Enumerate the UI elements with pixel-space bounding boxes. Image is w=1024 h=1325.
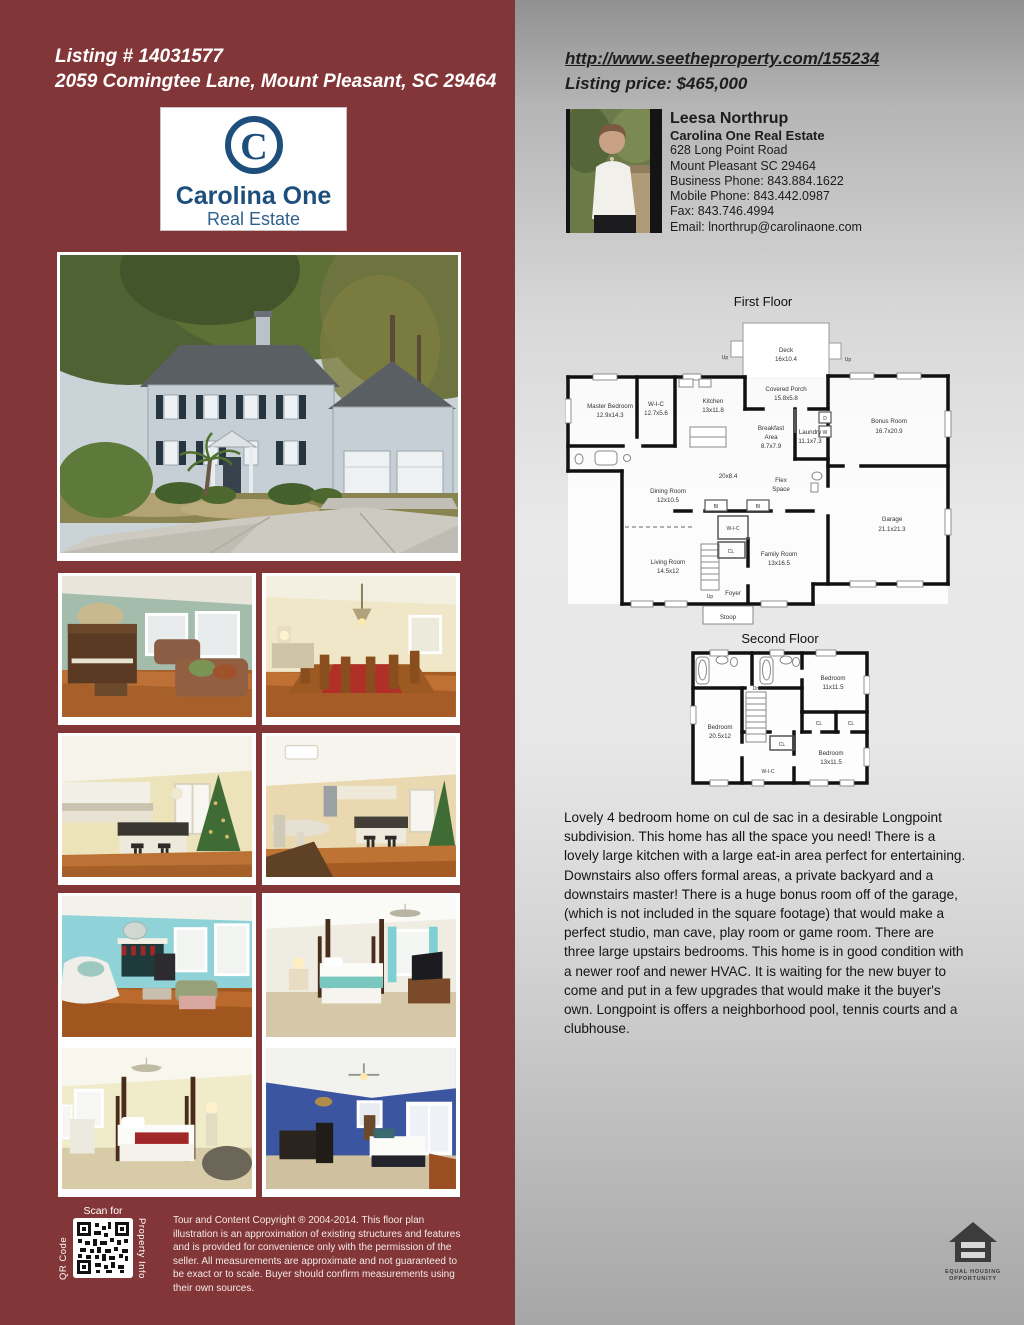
- copyright-text: Tour and Content Copyright ® 2004-2014. This floor plan illustration is an approximation of existing structures and features and is provided for convenience only with the permission of the seller. All measurements are approximate and not guaranteed to be exact or to scale. Buyer should confirm measurements using their own sources.: [173, 1215, 461, 1294]
- agent-email[interactable]: Email: lnorthrup@carolinaone.com: [670, 219, 862, 234]
- photo-frame-family-kitchen: [262, 733, 460, 885]
- blue-bedroom-photo: [265, 1048, 457, 1189]
- master-bedroom-photo: [265, 896, 457, 1037]
- svg-text:Kitchen: Kitchen: [702, 398, 724, 405]
- svg-text:12.7x5.6: 12.7x5.6: [644, 410, 668, 417]
- qr-code-side-label: QR Code: [58, 1236, 69, 1280]
- first-floor-plan: [565, 311, 961, 634]
- photo-frame-living-room: [58, 573, 256, 725]
- aqua-living-room-photo: [61, 896, 253, 1037]
- brand-logo: [160, 107, 347, 231]
- svg-text:11x11.5: 11x11.5: [822, 684, 844, 691]
- svg-text:W-I-C: W-I-C: [761, 769, 775, 775]
- svg-text:Garage: Garage: [881, 516, 903, 523]
- photo-frame-aqua-living: [58, 893, 256, 1045]
- svg-text:BI: BI: [713, 504, 719, 510]
- svg-text:Dn: Dn: [752, 686, 760, 692]
- svg-text:Area: Area: [764, 434, 778, 441]
- svg-text:Breakfast: Breakfast: [757, 425, 785, 432]
- property-url-link[interactable]: http://www.seetheproperty.com/155234: [565, 49, 880, 68]
- listing-links: [565, 46, 879, 96]
- svg-text:21.1x21.3: 21.1x21.3: [878, 526, 906, 533]
- svg-text:C: C: [239, 126, 268, 168]
- svg-text:11.1x7.3: 11.1x7.3: [798, 438, 822, 445]
- svg-text:Dining Room: Dining Room: [650, 488, 686, 495]
- svg-text:8.7x7.9: 8.7x7.9: [760, 443, 782, 450]
- scan-for-label: Scan for: [83, 1205, 123, 1217]
- svg-text:Laundry: Laundry: [798, 429, 822, 436]
- photo-frame-master-bedroom: [262, 893, 460, 1045]
- svg-text:Up: Up: [844, 357, 852, 363]
- brand-tagline: Real Estate: [206, 209, 301, 229]
- svg-text:14.5x12: 14.5x12: [656, 568, 680, 575]
- equal-housing-logo: [941, 1220, 1005, 1283]
- second-floor-title: Second Floor: [741, 631, 819, 646]
- carolina-one-c-icon: [219, 114, 289, 176]
- brand-name: Carolina One: [175, 182, 332, 210]
- photo-frame-blue-bedroom: [262, 1045, 460, 1197]
- second-floor-drawing: [690, 648, 870, 788]
- property-description: Lovely 4 bedroom home on cul de sac in a desirable Longpoint subdivision. This home has all the space you need! There is a lovely large kitchen with a large eat-in area perfect for entertaining. Downstairs also offers formal areas, a private backyard and a downstairs master! There is a huge bonus room off of the garage, (which is not included in the square footage) that would make a perfect studio, man cave, play room or game room. There are three large upstairs bedrooms. This home is in good condition with a newer roof and newer HVAC. It is waiting for the new buyer to come and put in a few upgrades that would make it the buyer's own. Longpoint is offers a neighborhood pool, tennis courts and a clubhouse.: [564, 810, 966, 1037]
- dining-room-photo: [265, 576, 457, 717]
- svg-text:Covered Porch: Covered Porch: [765, 386, 807, 393]
- agent-photo: [566, 109, 662, 238]
- agent-mobile-phone: Mobile Phone: 843.442.0987: [670, 189, 830, 204]
- listing-header: [55, 44, 496, 94]
- photo-frame-guest-bedroom: [58, 1045, 256, 1197]
- equal-housing-line2: OPPORTUNITY: [949, 1276, 997, 1282]
- svg-text:CL: CL: [778, 742, 786, 748]
- svg-text:Stoop: Stoop: [719, 614, 737, 621]
- agent-business-phone: Business Phone: 843.884.1622: [670, 173, 844, 188]
- svg-text:W: W: [822, 430, 828, 436]
- svg-text:13x11.8: 13x11.8: [702, 407, 724, 414]
- agent-name: Leesa Northrup: [670, 110, 789, 127]
- agent-company: Carolina One Real Estate: [670, 128, 825, 143]
- agent-street: 628 Long Point Road: [670, 143, 788, 158]
- equal-housing-line1: EQUAL HOUSING: [945, 1269, 1001, 1275]
- svg-text:16x10.4: 16x10.4: [774, 356, 798, 363]
- svg-text:W-I-C: W-I-C: [647, 401, 665, 408]
- equal-housing-house-icon: [947, 1220, 999, 1264]
- kitchen-photo: [61, 736, 253, 877]
- svg-text:Master Bedroom: Master Bedroom: [587, 403, 633, 410]
- first-floor-title: First Floor: [733, 294, 793, 309]
- first-floor-drawing: [565, 311, 961, 629]
- svg-text:Up: Up: [721, 355, 729, 361]
- svg-text:16.7x20.9: 16.7x20.9: [875, 428, 903, 435]
- svg-text:BI: BI: [755, 504, 761, 510]
- guest-bedroom-photo: [61, 1048, 253, 1189]
- svg-text:Family Room: Family Room: [760, 551, 798, 558]
- svg-text:15.8x5.8: 15.8x5.8: [774, 395, 798, 402]
- svg-text:13x16.5: 13x16.5: [767, 560, 791, 567]
- svg-text:Space: Space: [772, 486, 790, 493]
- svg-text:Deck: Deck: [778, 347, 794, 354]
- svg-text:12x10.5: 12x10.5: [656, 497, 680, 504]
- listing-price: Listing price: $465,000: [565, 74, 748, 93]
- qr-pattern-icon: [76, 1221, 130, 1275]
- svg-text:CL: CL: [847, 721, 855, 727]
- photo-frame-dining-room: [262, 573, 460, 725]
- listing-id: Listing # 14031577: [55, 46, 223, 67]
- qr-code: [73, 1218, 133, 1278]
- photo-frame-kitchen: [58, 733, 256, 885]
- svg-text:13x11.5: 13x11.5: [820, 759, 842, 766]
- svg-text:CL: CL: [727, 549, 735, 555]
- svg-text:CL: CL: [815, 721, 823, 727]
- second-floor-plan: [690, 648, 870, 793]
- property-info-side-label: Property Info: [136, 1218, 147, 1279]
- svg-text:Bedroom: Bedroom: [707, 724, 733, 731]
- living-room-photo: [61, 576, 253, 717]
- svg-text:Flex: Flex: [775, 477, 787, 484]
- main-photo-frame: [57, 252, 461, 561]
- svg-text:Bedroom: Bedroom: [820, 675, 846, 682]
- svg-text:20x8.4: 20x8.4: [718, 473, 738, 480]
- svg-text:20.5x12: 20.5x12: [708, 733, 732, 740]
- house-exterior-photo: [60, 255, 458, 553]
- svg-text:Up: Up: [706, 594, 714, 600]
- svg-text:Bedroom: Bedroom: [818, 750, 844, 757]
- agent-portrait-icon: [566, 109, 662, 233]
- svg-text:Living Room: Living Room: [650, 559, 686, 566]
- listing-address: 2059 Comingtee Lane, Mount Pleasant, SC 29464: [55, 71, 497, 92]
- agent-fax: Fax: 843.746.4994: [670, 204, 775, 219]
- svg-text:12.9x14.3: 12.9x14.3: [596, 412, 624, 419]
- agent-city: Mount Pleasant SC 29464: [670, 158, 816, 173]
- svg-text:Bonus Room: Bonus Room: [871, 418, 907, 425]
- agent-info: [670, 109, 862, 235]
- svg-text:D: D: [823, 416, 827, 422]
- family-room-kitchen-photo: [265, 736, 457, 877]
- svg-text:W-I-C: W-I-C: [726, 526, 740, 532]
- svg-text:Foyer: Foyer: [725, 590, 741, 597]
